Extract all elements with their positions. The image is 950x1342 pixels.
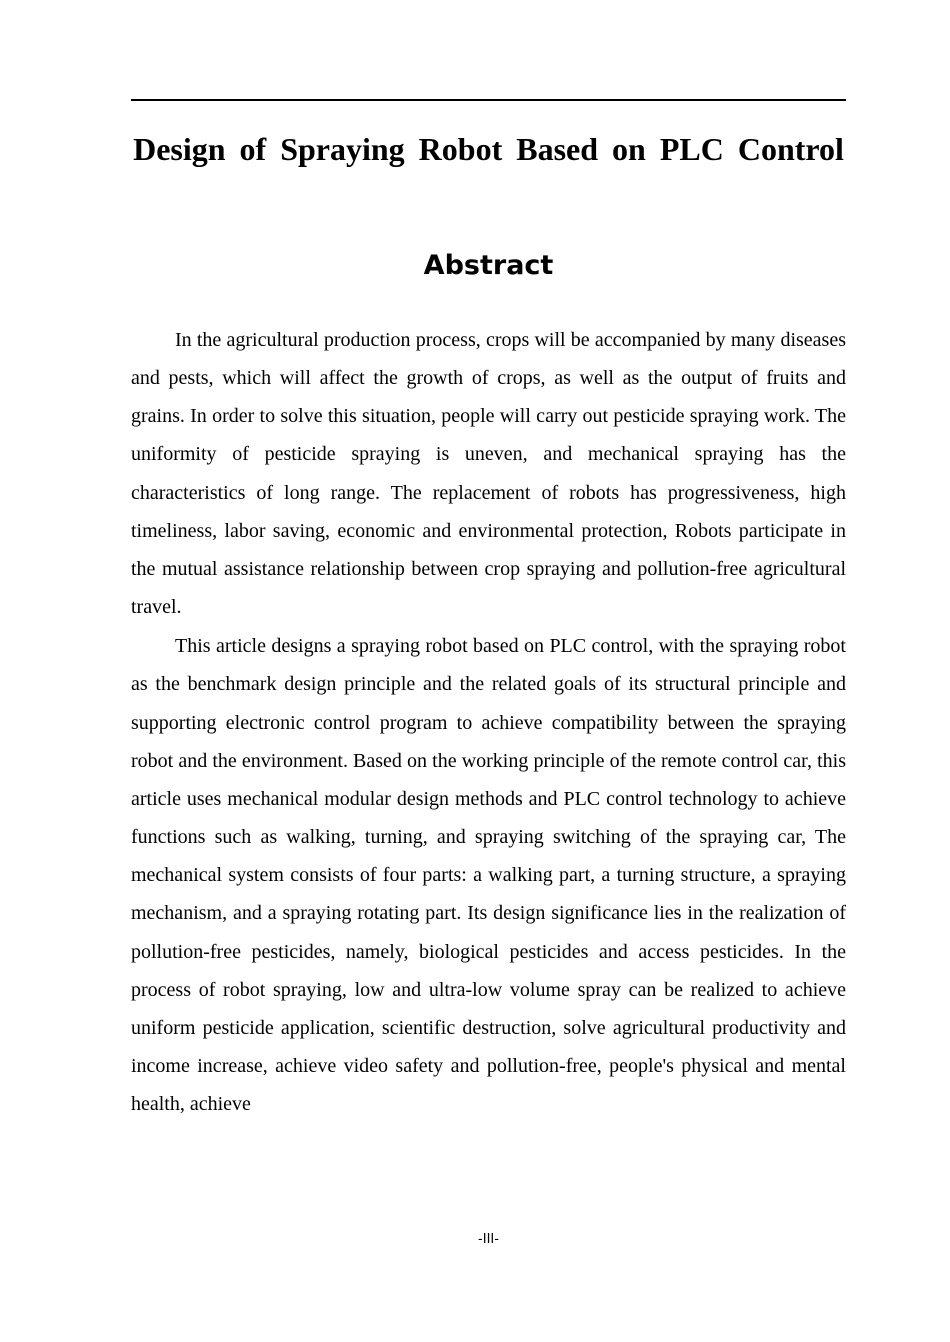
header-rule bbox=[131, 99, 846, 101]
document-title: Design of Spraying Robot Based on PLC Control bbox=[133, 131, 844, 167]
abstract-body bbox=[131, 321, 846, 1124]
abstract-heading: Abstract bbox=[423, 250, 554, 281]
abstract-paragraph-1: In the agricultural production process, crops will be accompanied by many diseases and pests, which will affect the growth of crops, as well as the output of fruits and grains. In order to solve this situation, people will carry out pesticide spraying work. The uniformity of pesticide spraying is uneven, and mechanical spraying has the characteristics of long range. The replacement of robots has progressiveness, high timeliness, labor saving, economic and environmental protection, Robots participate in the mutual assistance relationship between crop spraying and pollution-free agricultural travel. bbox=[131, 329, 846, 619]
abstract-paragraph-2: This article designs a spraying robot based on PLC control, with the spraying robot as the benchmark design principle and the related goals of its structural principle and supporting electronic control program to achieve compatibility between the spraying robot and the environment. Based on the working principle of the remote control car, this article uses mechanical modular design methods and PLC control technology to achieve functions such as walking, turning, and spraying switching of the spraying car, The mechanical system consists of four parts: a walking part, a turning structure, a spraying mechanism, and a spraying rotating part. Its design significance lies in the realization of pollution-free pesticides, namely, biological pesticides and access pesticides. In the process of robot spraying, low and ultra-low volume spray can be realized to achieve uniform pesticide application, scientific destruction, solve agricultural productivity and income increase, achieve video safety and pollution-free, people's physical and mental health, achieve bbox=[131, 635, 846, 1116]
page-number: -III- bbox=[478, 1232, 499, 1247]
